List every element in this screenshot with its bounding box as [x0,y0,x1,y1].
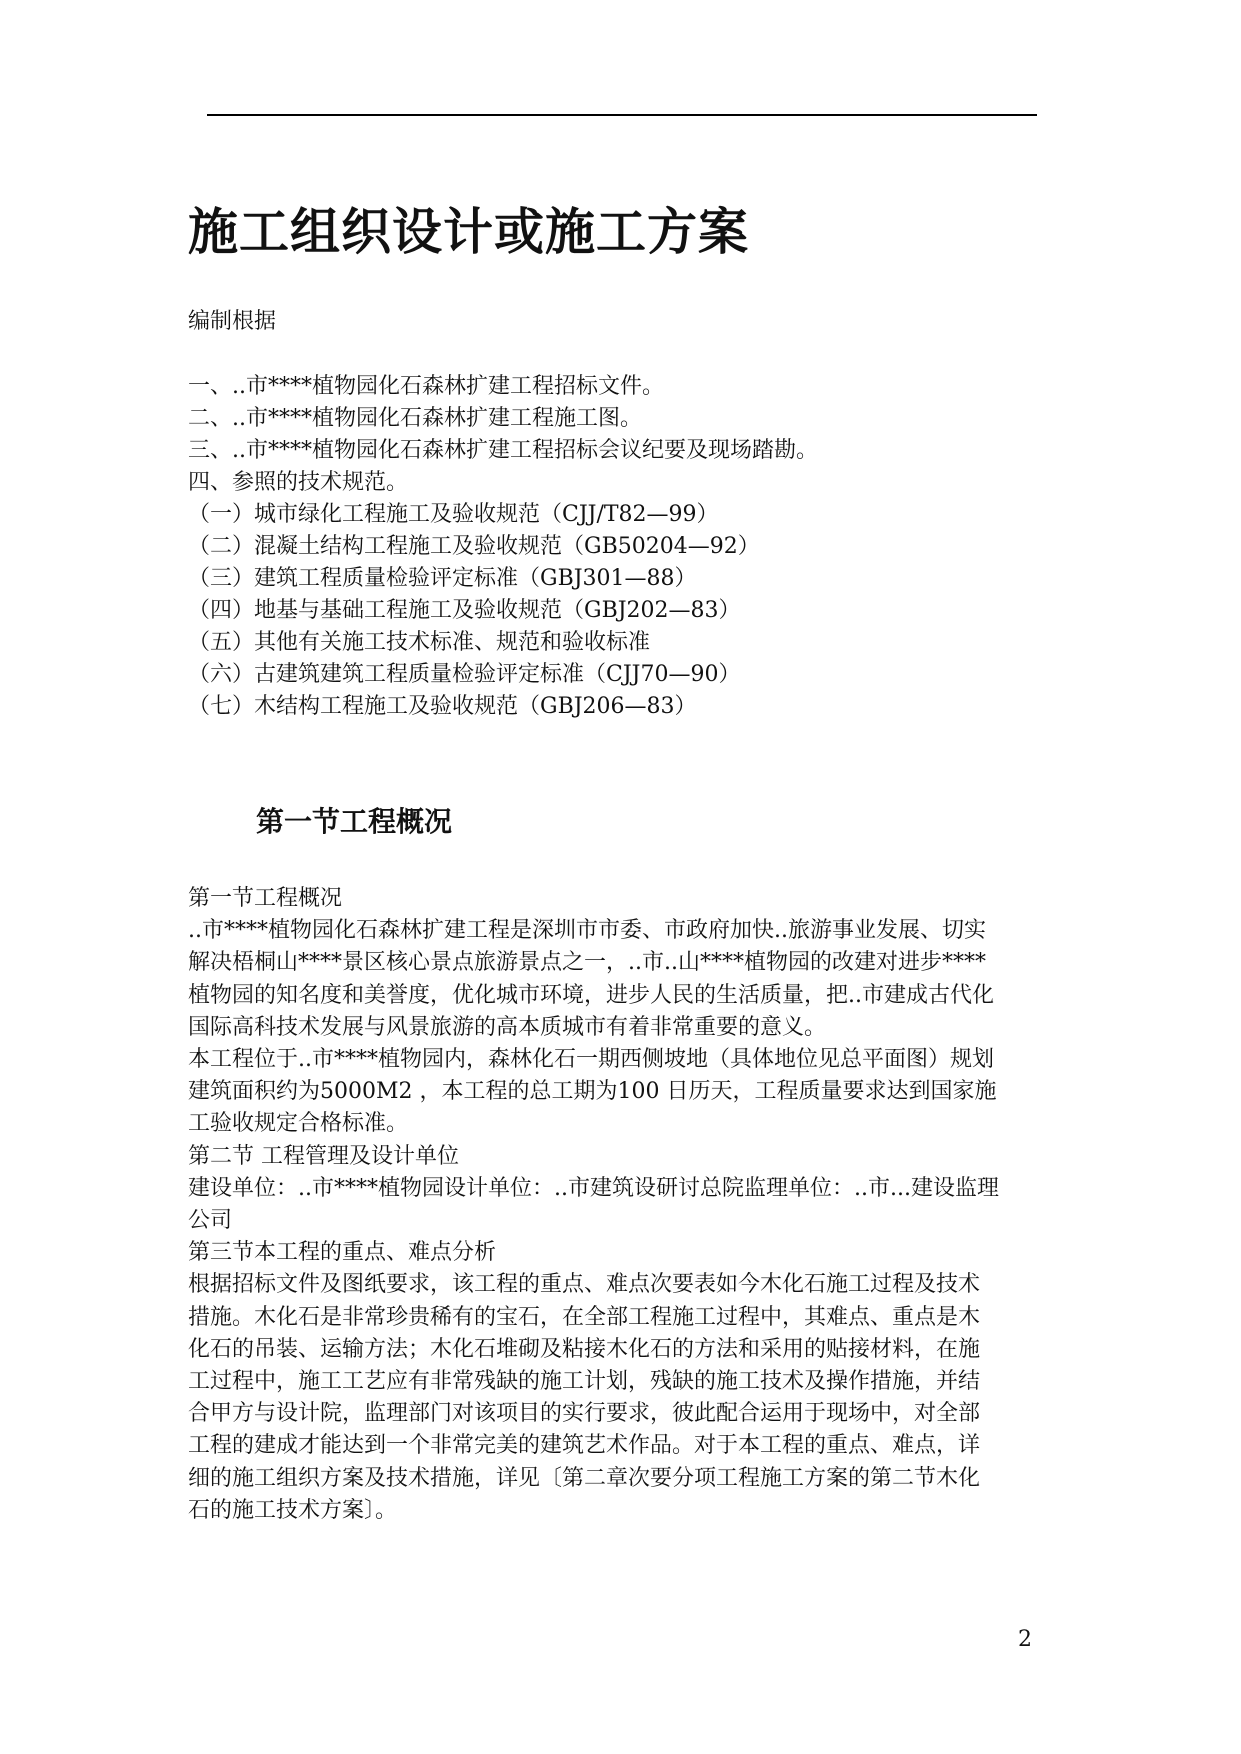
body-line: 措施。木化石是非常珍贵稀有的宝石，在全部工程施工过程中，其难点、重点是木 [188,1304,981,1330]
body-line: 公司 [188,1208,233,1234]
basis-item: （六）古建筑建筑工程质量检验评定标准（CJJ70—90） [188,662,741,687]
body-line: 植物园的知名度和美誉度，优化城市环境，进步人民的生活质量，把..市建成古代化 [188,982,994,1008]
body-line: 第三节本工程的重点、难点分析 [188,1240,497,1266]
basis-item: （一）城市绿化工程施工及验收规范（CJJ/T82—99） [188,502,719,527]
section-title: 第一节工程概况 [256,805,453,838]
body-line: ..市****植物园化石森林扩建工程是深圳市市委、市政府加快..旅游事业发展、切实 [188,918,986,944]
body-line: 工程的建成才能达到一个非常完美的建筑艺术作品。对于本工程的重点、难点，详 [188,1433,981,1459]
body-line: 工过程中，施工工艺应有非常残缺的施工计划，残缺的施工技术及操作措施，并结 [188,1369,981,1395]
body-line: 解决梧桐山****景区核心景点旅游景点之一，..市..山****植物园的改建对进步**** [188,950,986,976]
basis-item: （二）混凝土结构工程施工及验收规范（GB50204—92） [188,534,760,559]
basis-item: 四、参照的技术规范。 [188,470,409,495]
body-line: 石的施工技术方案〕。 [188,1497,398,1523]
body-line: 根据招标文件及图纸要求，该工程的重点、难点次要表如今木化石施工过程及技术 [188,1272,981,1298]
body-line: 细的施工组织方案及技术措施，详见〔第二章次要分项工程施工方案的第二节木化 [188,1465,981,1491]
basis-item: （三）建筑工程质量检验评定标准（GBJ301—88） [188,566,697,591]
basis-item: （五）其他有关施工技术标准、规范和验收标准 [188,630,651,655]
basis-heading: 编制根据 [188,309,277,334]
body-line: 本工程位于..市****植物园内，森林化石一期西侧坡地（具体地位见总平面图）规划 [188,1047,994,1073]
basis-item: （四）地基与基础工程施工及验收规范（GBJ202—83） [188,598,741,623]
document-title: 施工组织设计或施工方案 [188,203,749,261]
body-line: 化石的吊装、运输方法；木化石堆砌及粘接木化石的方法和采用的贴接材料，在施 [188,1336,981,1362]
body-line: 第二节 工程管理及设计单位 [188,1143,459,1169]
basis-item: 一、..市****植物园化石森林扩建工程招标文件。 [188,374,664,399]
body-line: 合甲方与设计院，监理部门对该项目的实行要求，彼此配合运用于现场中，对全部 [188,1401,981,1427]
basis-item: （七）木结构工程施工及验收规范（GBJ206—83） [188,694,697,719]
basis-item: 二、..市****植物园化石森林扩建工程施工图。 [188,406,642,431]
body-line: 建筑面积约为5000M2 ，本工程的总工期为100 日历天，工程质量要求达到国家施 [188,1079,997,1105]
header-rule [207,114,1037,116]
body-line: 建设单位：..市****植物园设计单位：..市建筑设研讨总院监理单位：..市...建设监理 [188,1175,999,1201]
basis-item: 三、..市****植物园化石森林扩建工程招标会议纪要及现场踏勘。 [188,438,818,463]
page-number: 2 [1018,1627,1032,1652]
body-text [188,883,1073,1527]
body-line: 第一节工程概况 [188,886,343,911]
body-line: 工验收规定合格标准。 [188,1111,409,1137]
basis-list [188,371,818,723]
body-line: 国际高科技术发展与风景旅游的高本质城市有着非常重要的意义。 [188,1014,827,1040]
